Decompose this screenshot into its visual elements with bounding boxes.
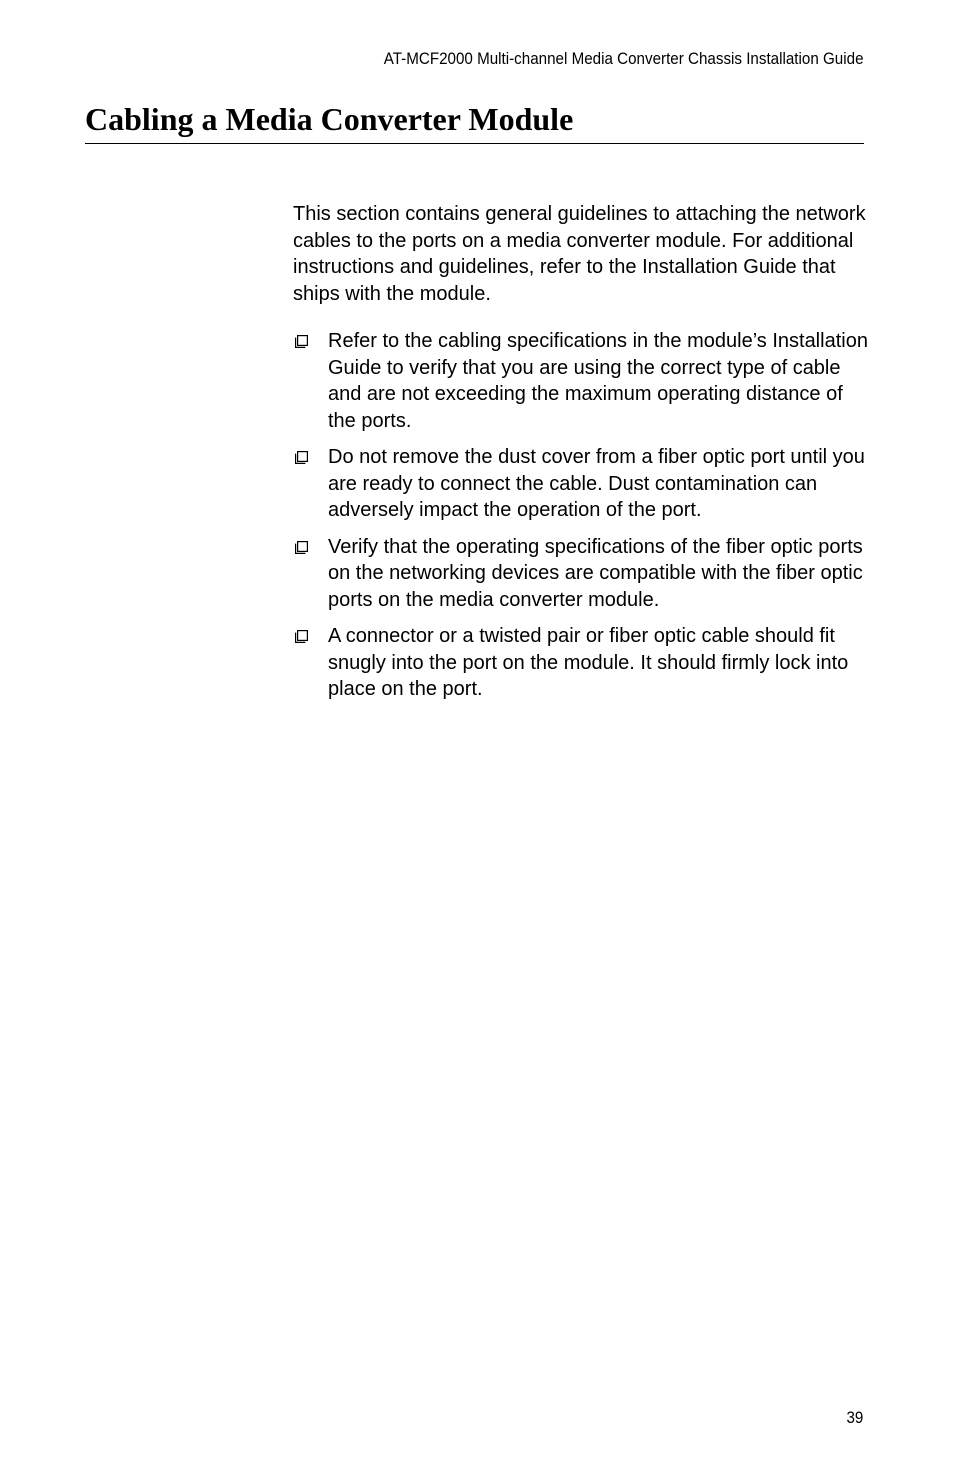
section-title: Cabling a Media Converter Module [85,99,864,144]
guideline-list [293,328,868,703]
intro-paragraph: This section contains general guidelines to attaching the network cables to the ports on a media converter module. For additional instructions and guidelines, refer to the Installation Guide that ships with the module. [293,203,866,305]
guideline-item [293,534,868,614]
checkbox-icon [295,630,308,643]
guideline-text: A connector or a twisted pair or fiber optic cable should fit snugly into the port on the module. It should firmly lock into place on the port. [328,625,849,700]
checkbox-icon [295,451,308,464]
guideline-item [293,623,868,703]
guideline-text: Do not remove the dust cover from a fiber optic port until you are ready to connect the cable. Dust contamination can adversely impact the operation of the port. [328,446,865,521]
checkbox-icon [295,541,308,554]
page-number: 39 [846,1409,863,1427]
guideline-text: Verify that the operating specifications of the fiber optic ports on the networking devices are compatible with the fiber optic ports on the media converter module. [328,535,863,611]
guideline-item [293,444,868,524]
section-body [293,201,868,713]
running-header: AT-MCF2000 Multi-channel Media Converter Chassis Installation Guide [384,50,864,68]
guideline-text: Refer to the cabling specifications in the module’s Installation Guide to verify that you are using the correct type of cable and are not exceeding the maximum operating distance of the ports. [328,330,868,432]
guideline-item [293,328,868,434]
checkbox-icon [295,335,308,348]
